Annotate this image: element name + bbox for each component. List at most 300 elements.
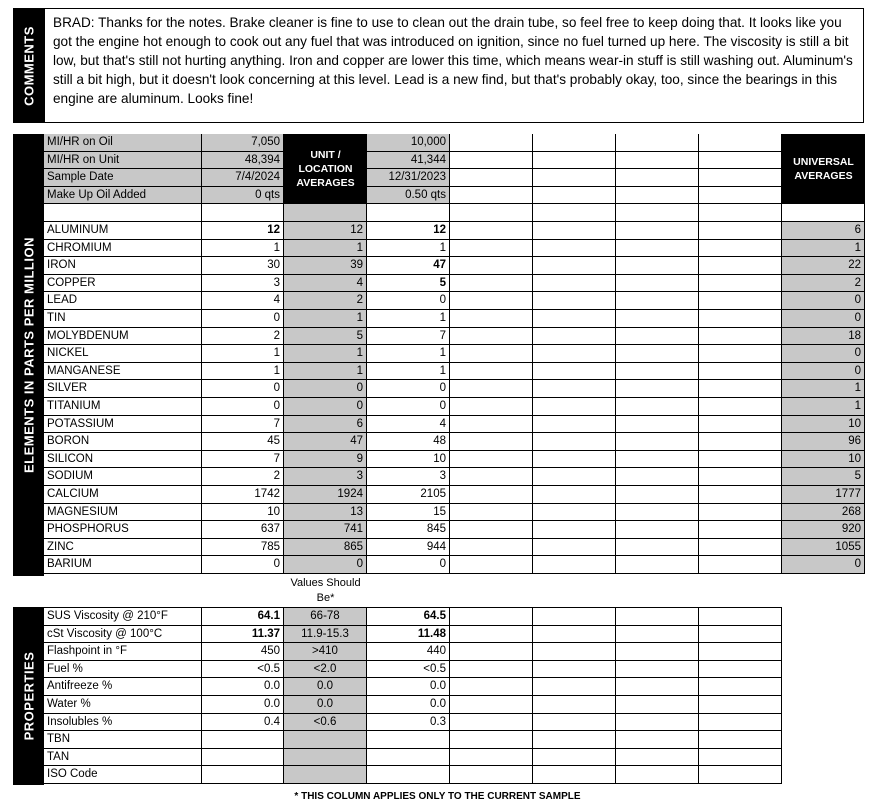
empty-cell bbox=[699, 416, 782, 434]
property-previous bbox=[367, 749, 450, 767]
empty-cell bbox=[533, 626, 616, 644]
element-universal: 1 bbox=[782, 240, 865, 258]
empty-cell bbox=[533, 504, 616, 522]
empty-cell bbox=[616, 556, 699, 574]
empty-cell bbox=[450, 416, 533, 434]
element-average: 47 bbox=[284, 433, 367, 451]
element-universal: 1055 bbox=[782, 539, 865, 557]
element-name: CALCIUM bbox=[44, 486, 202, 504]
empty-cell bbox=[533, 486, 616, 504]
empty-cell bbox=[616, 257, 699, 275]
empty-cell bbox=[533, 433, 616, 451]
element-row bbox=[44, 486, 865, 504]
empty-cell bbox=[533, 749, 616, 767]
property-name: Water % bbox=[44, 696, 202, 714]
element-average: 5 bbox=[284, 328, 367, 346]
element-universal: 6 bbox=[782, 222, 865, 240]
property-current bbox=[202, 731, 284, 749]
property-row bbox=[44, 696, 782, 714]
property-previous: <0.5 bbox=[367, 661, 450, 679]
element-current: 0 bbox=[202, 380, 284, 398]
empty-cell bbox=[699, 204, 782, 222]
empty-cell bbox=[533, 608, 616, 626]
element-universal: 22 bbox=[782, 257, 865, 275]
empty-cell bbox=[450, 398, 533, 416]
empty-cell bbox=[533, 275, 616, 293]
element-name: MOLYBDENUM bbox=[44, 328, 202, 346]
empty-cell bbox=[616, 504, 699, 522]
empty-cell bbox=[533, 766, 616, 784]
element-previous: 5 bbox=[367, 275, 450, 293]
empty-cell bbox=[533, 134, 616, 152]
empty-cell bbox=[616, 731, 699, 749]
property-current: 450 bbox=[202, 643, 284, 661]
empty-cell bbox=[44, 204, 202, 222]
empty-cell bbox=[284, 204, 367, 222]
element-universal: 1 bbox=[782, 380, 865, 398]
empty-cell bbox=[450, 504, 533, 522]
empty-cell bbox=[450, 696, 533, 714]
empty-cell bbox=[616, 451, 699, 469]
element-universal: 96 bbox=[782, 433, 865, 451]
empty-cell bbox=[616, 345, 699, 363]
element-name: TIN bbox=[44, 310, 202, 328]
empty-cell bbox=[699, 608, 782, 626]
empty-cell bbox=[533, 539, 616, 557]
element-current: 1 bbox=[202, 345, 284, 363]
empty-cell bbox=[450, 433, 533, 451]
property-should-be: >410 bbox=[284, 643, 367, 661]
element-row bbox=[44, 539, 865, 557]
elements-table bbox=[44, 222, 865, 576]
empty-cell bbox=[699, 152, 782, 170]
element-row bbox=[44, 468, 865, 486]
empty-cell bbox=[450, 521, 533, 539]
element-universal: 0 bbox=[782, 292, 865, 310]
property-should-be: 11.9-15.3 bbox=[284, 626, 367, 644]
empty-cell bbox=[699, 714, 782, 732]
empty-cell bbox=[616, 134, 699, 152]
element-name: COPPER bbox=[44, 275, 202, 293]
empty-cell bbox=[533, 661, 616, 679]
empty-cell bbox=[699, 521, 782, 539]
element-row bbox=[44, 345, 865, 363]
empty-cell bbox=[450, 608, 533, 626]
empty-cell bbox=[616, 678, 699, 696]
info-current: 7/4/2024 bbox=[202, 169, 284, 187]
property-should-be: <2.0 bbox=[284, 661, 367, 679]
element-name: SILVER bbox=[44, 380, 202, 398]
empty-cell bbox=[533, 222, 616, 240]
element-previous: 0 bbox=[367, 380, 450, 398]
element-universal: 18 bbox=[782, 328, 865, 346]
info-previous: 10,000 bbox=[367, 134, 450, 152]
element-current: 7 bbox=[202, 451, 284, 469]
empty-cell bbox=[699, 380, 782, 398]
property-current bbox=[202, 766, 284, 784]
element-average: 0 bbox=[284, 380, 367, 398]
empty-cell bbox=[699, 292, 782, 310]
element-name: SODIUM bbox=[44, 468, 202, 486]
element-name: ZINC bbox=[44, 539, 202, 557]
spacer-row bbox=[44, 204, 865, 222]
empty-cell bbox=[699, 468, 782, 486]
empty-cell bbox=[450, 661, 533, 679]
empty-cell bbox=[450, 222, 533, 240]
info-label: Sample Date bbox=[44, 169, 202, 187]
empty-cell bbox=[616, 608, 699, 626]
element-current: 637 bbox=[202, 521, 284, 539]
empty-cell bbox=[616, 169, 699, 187]
element-row bbox=[44, 451, 865, 469]
empty-cell bbox=[782, 204, 865, 222]
element-average: 13 bbox=[284, 504, 367, 522]
empty-cell bbox=[699, 766, 782, 784]
empty-cell bbox=[616, 275, 699, 293]
properties-label bbox=[13, 607, 44, 785]
element-average: 741 bbox=[284, 521, 367, 539]
property-row bbox=[44, 643, 782, 661]
info-label: Make Up Oil Added bbox=[44, 187, 202, 205]
element-average: 6 bbox=[284, 416, 367, 434]
info-row bbox=[44, 152, 865, 170]
empty-cell bbox=[616, 310, 699, 328]
empty-cell bbox=[533, 380, 616, 398]
empty-cell bbox=[699, 539, 782, 557]
property-row bbox=[44, 678, 782, 696]
empty-cell bbox=[450, 486, 533, 504]
property-should-be bbox=[284, 749, 367, 767]
element-current: 10 bbox=[202, 504, 284, 522]
element-name: BARIUM bbox=[44, 556, 202, 574]
element-average: 1 bbox=[284, 363, 367, 381]
empty-cell bbox=[616, 714, 699, 732]
empty-cell bbox=[699, 451, 782, 469]
empty-cell bbox=[699, 696, 782, 714]
property-name: TAN bbox=[44, 749, 202, 767]
property-previous: 11.48 bbox=[367, 626, 450, 644]
element-universal: 0 bbox=[782, 363, 865, 381]
element-row bbox=[44, 222, 865, 240]
element-current: 12 bbox=[202, 222, 284, 240]
info-previous: 0.50 qts bbox=[367, 187, 450, 205]
element-universal: 5 bbox=[782, 468, 865, 486]
element-current: 2 bbox=[202, 328, 284, 346]
property-previous: 440 bbox=[367, 643, 450, 661]
element-average: 4 bbox=[284, 275, 367, 293]
property-previous bbox=[367, 766, 450, 784]
element-current: 45 bbox=[202, 433, 284, 451]
empty-cell bbox=[699, 661, 782, 679]
element-current: 0 bbox=[202, 398, 284, 416]
empty-cell bbox=[616, 416, 699, 434]
property-row bbox=[44, 749, 782, 767]
empty-cell bbox=[699, 643, 782, 661]
info-row bbox=[44, 169, 865, 187]
empty-cell bbox=[699, 749, 782, 767]
empty-cell bbox=[616, 626, 699, 644]
element-name: TITANIUM bbox=[44, 398, 202, 416]
element-average: 1 bbox=[284, 345, 367, 363]
empty-cell bbox=[699, 328, 782, 346]
element-current: 1 bbox=[202, 240, 284, 258]
empty-cell bbox=[616, 468, 699, 486]
empty-cell bbox=[616, 380, 699, 398]
property-previous: 0.3 bbox=[367, 714, 450, 732]
property-previous bbox=[367, 731, 450, 749]
empty-cell bbox=[533, 678, 616, 696]
element-current: 0 bbox=[202, 310, 284, 328]
element-name: IRON bbox=[44, 257, 202, 275]
element-row bbox=[44, 521, 865, 539]
info-current: 48,394 bbox=[202, 152, 284, 170]
element-row bbox=[44, 433, 865, 451]
elements-label-text: ELEMENTS IN PARTS PER MILLION bbox=[21, 237, 36, 473]
element-average: 865 bbox=[284, 539, 367, 557]
property-name: Flashpoint in °F bbox=[44, 643, 202, 661]
empty-cell bbox=[616, 222, 699, 240]
element-universal: 1777 bbox=[782, 486, 865, 504]
property-current: 0.0 bbox=[202, 678, 284, 696]
empty-cell bbox=[533, 257, 616, 275]
empty-cell bbox=[699, 504, 782, 522]
empty-cell bbox=[450, 678, 533, 696]
element-name: PHOSPHORUS bbox=[44, 521, 202, 539]
element-row bbox=[44, 363, 865, 381]
property-should-be: 0.0 bbox=[284, 696, 367, 714]
element-row bbox=[44, 556, 865, 574]
element-previous: 0 bbox=[367, 398, 450, 416]
property-row bbox=[44, 714, 782, 732]
element-previous: 845 bbox=[367, 521, 450, 539]
empty-cell bbox=[533, 643, 616, 661]
empty-cell bbox=[699, 626, 782, 644]
info-current: 0 qts bbox=[202, 187, 284, 205]
empty-cell bbox=[699, 486, 782, 504]
element-current: 7 bbox=[202, 416, 284, 434]
info-row bbox=[44, 134, 865, 152]
empty-cell bbox=[699, 169, 782, 187]
property-row bbox=[44, 661, 782, 679]
element-row bbox=[44, 504, 865, 522]
property-name: ISO Code bbox=[44, 766, 202, 784]
empty-cell bbox=[450, 749, 533, 767]
empty-cell bbox=[450, 380, 533, 398]
property-name: cSt Viscosity @ 100°C bbox=[44, 626, 202, 644]
property-row bbox=[44, 731, 782, 749]
empty-cell bbox=[450, 275, 533, 293]
empty-cell bbox=[450, 257, 533, 275]
element-name: CHROMIUM bbox=[44, 240, 202, 258]
empty-cell bbox=[699, 275, 782, 293]
empty-cell bbox=[616, 521, 699, 539]
element-average: 3 bbox=[284, 468, 367, 486]
info-previous: 41,344 bbox=[367, 152, 450, 170]
element-row bbox=[44, 310, 865, 328]
element-current: 3 bbox=[202, 275, 284, 293]
element-average: 1924 bbox=[284, 486, 367, 504]
property-should-be: 66-78 bbox=[284, 608, 367, 626]
empty-cell bbox=[699, 345, 782, 363]
empty-cell bbox=[367, 204, 450, 222]
element-universal: 0 bbox=[782, 310, 865, 328]
empty-cell bbox=[450, 345, 533, 363]
element-universal: 920 bbox=[782, 521, 865, 539]
empty-cell bbox=[533, 345, 616, 363]
element-average: 12 bbox=[284, 222, 367, 240]
property-name: SUS Viscosity @ 210°F bbox=[44, 608, 202, 626]
empty-cell bbox=[450, 240, 533, 258]
element-universal: 1 bbox=[782, 398, 865, 416]
empty-cell bbox=[616, 204, 699, 222]
comments-text: BRAD: Thanks for the notes. Brake cleaner is fine to use to clean out the drain tube, so feel free to keep doing that. It looks like you got the engine hot enough to cook out any fuel that was introduced on ignition, since no fuel turned up here. The viscosity is still a bit low, but that's still not hurting anything. Iron and copper are lower this time, which means wear-in stuff is still washing out. Aluminum's still a bit high, but it doesn't look concerning at this level. Lead is a new find, but that's probably okay, too, since the bearings in this engine are aluminum. Looks fine! bbox=[44, 8, 864, 123]
empty-cell bbox=[699, 398, 782, 416]
empty-cell bbox=[699, 134, 782, 152]
empty-cell bbox=[533, 416, 616, 434]
empty-cell bbox=[533, 714, 616, 732]
empty-cell bbox=[616, 539, 699, 557]
empty-cell bbox=[450, 643, 533, 661]
property-should-be: 0.0 bbox=[284, 678, 367, 696]
property-previous: 0.0 bbox=[367, 696, 450, 714]
property-name: TBN bbox=[44, 731, 202, 749]
element-previous: 1 bbox=[367, 240, 450, 258]
element-previous: 15 bbox=[367, 504, 450, 522]
property-should-be: <0.6 bbox=[284, 714, 367, 732]
empty-cell bbox=[699, 433, 782, 451]
empty-cell bbox=[533, 240, 616, 258]
empty-cell bbox=[616, 696, 699, 714]
empty-cell bbox=[616, 643, 699, 661]
element-row bbox=[44, 257, 865, 275]
property-previous: 0.0 bbox=[367, 678, 450, 696]
info-label: MI/HR on Oil bbox=[44, 134, 202, 152]
info-label: MI/HR on Unit bbox=[44, 152, 202, 170]
empty-cell bbox=[699, 731, 782, 749]
element-previous: 47 bbox=[367, 257, 450, 275]
element-current: 1 bbox=[202, 363, 284, 381]
element-average: 0 bbox=[284, 556, 367, 574]
empty-cell bbox=[533, 363, 616, 381]
empty-cell bbox=[699, 187, 782, 205]
property-name: Fuel % bbox=[44, 661, 202, 679]
property-name: Antifreeze % bbox=[44, 678, 202, 696]
empty-cell bbox=[533, 696, 616, 714]
empty-cell bbox=[699, 678, 782, 696]
empty-cell bbox=[616, 240, 699, 258]
empty-cell bbox=[699, 222, 782, 240]
element-universal: 10 bbox=[782, 451, 865, 469]
empty-cell bbox=[533, 521, 616, 539]
empty-cell bbox=[699, 310, 782, 328]
empty-cell bbox=[616, 398, 699, 416]
element-name: SILICON bbox=[44, 451, 202, 469]
empty-cell bbox=[533, 731, 616, 749]
empty-cell bbox=[533, 204, 616, 222]
property-current bbox=[202, 749, 284, 767]
property-should-be bbox=[284, 731, 367, 749]
element-previous: 1 bbox=[367, 363, 450, 381]
empty-cell bbox=[616, 363, 699, 381]
element-current: 0 bbox=[202, 556, 284, 574]
element-current: 785 bbox=[202, 539, 284, 557]
info-previous: 12/31/2023 bbox=[367, 169, 450, 187]
element-previous: 1 bbox=[367, 345, 450, 363]
empty-cell bbox=[699, 257, 782, 275]
element-average: 1 bbox=[284, 310, 367, 328]
property-row bbox=[44, 766, 782, 784]
empty-cell bbox=[450, 363, 533, 381]
element-previous: 2105 bbox=[367, 486, 450, 504]
empty-cell bbox=[699, 240, 782, 258]
element-row bbox=[44, 398, 865, 416]
element-current: 2 bbox=[202, 468, 284, 486]
element-previous: 10 bbox=[367, 451, 450, 469]
property-row bbox=[44, 608, 782, 626]
element-average: 1 bbox=[284, 240, 367, 258]
property-current: 11.37 bbox=[202, 626, 284, 644]
element-current: 1742 bbox=[202, 486, 284, 504]
element-name: NICKEL bbox=[44, 345, 202, 363]
element-previous: 4 bbox=[367, 416, 450, 434]
empty-cell bbox=[450, 328, 533, 346]
empty-cell bbox=[450, 204, 533, 222]
element-name: MANGANESE bbox=[44, 363, 202, 381]
element-name: MAGNESIUM bbox=[44, 504, 202, 522]
info-current: 7,050 bbox=[202, 134, 284, 152]
empty-cell bbox=[450, 468, 533, 486]
comments-label bbox=[13, 8, 44, 123]
unit-location-averages-header: UNIT / LOCATION AVERAGES bbox=[284, 134, 367, 204]
footnote: * THIS COLUMN APPLIES ONLY TO THE CURRENT SAMPLE bbox=[294, 791, 581, 802]
empty-cell bbox=[616, 328, 699, 346]
element-current: 4 bbox=[202, 292, 284, 310]
element-row bbox=[44, 328, 865, 346]
property-row bbox=[44, 626, 782, 644]
empty-cell bbox=[533, 556, 616, 574]
element-universal: 2 bbox=[782, 275, 865, 293]
element-previous: 3 bbox=[367, 468, 450, 486]
element-average: 9 bbox=[284, 451, 367, 469]
elements-label bbox=[13, 134, 44, 576]
element-row bbox=[44, 275, 865, 293]
element-row bbox=[44, 416, 865, 434]
empty-cell bbox=[616, 433, 699, 451]
element-universal: 0 bbox=[782, 345, 865, 363]
element-previous: 1 bbox=[367, 310, 450, 328]
empty-cell bbox=[533, 328, 616, 346]
empty-cell bbox=[450, 134, 533, 152]
empty-cell bbox=[616, 749, 699, 767]
element-previous: 944 bbox=[367, 539, 450, 557]
empty-cell bbox=[533, 310, 616, 328]
element-name: LEAD bbox=[44, 292, 202, 310]
element-universal: 10 bbox=[782, 416, 865, 434]
empty-cell bbox=[450, 187, 533, 205]
element-row bbox=[44, 380, 865, 398]
element-universal: 268 bbox=[782, 504, 865, 522]
empty-cell bbox=[616, 152, 699, 170]
empty-cell bbox=[450, 714, 533, 732]
universal-averages-header: UNIVERSAL AVERAGES bbox=[782, 134, 865, 204]
empty-cell bbox=[202, 204, 284, 222]
empty-cell bbox=[616, 766, 699, 784]
property-should-be bbox=[284, 766, 367, 784]
empty-cell bbox=[616, 661, 699, 679]
empty-cell bbox=[533, 398, 616, 416]
empty-cell bbox=[616, 486, 699, 504]
empty-cell bbox=[450, 626, 533, 644]
